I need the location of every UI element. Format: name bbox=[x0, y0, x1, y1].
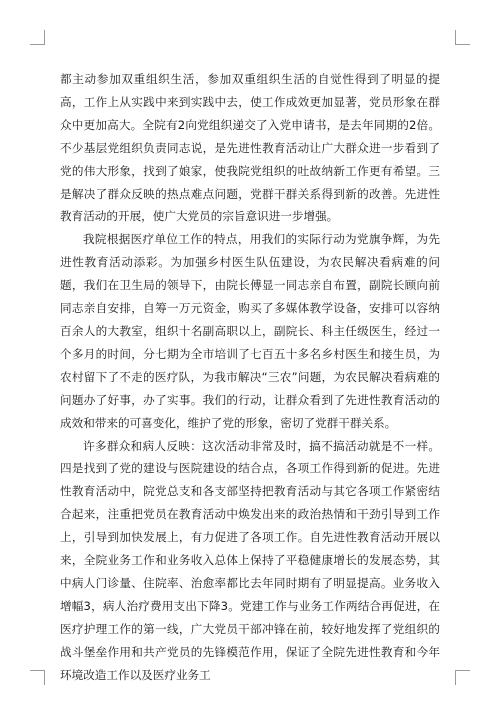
crop-mark-top-right bbox=[455, 30, 470, 45]
paragraph-2: 我院根据医疗单位工作的特点，用我们的实际行动为党旗争辉，为先进性教育活动添彩。为加强乡村医生队伍建设，为农民解决看病难的问题，我们在卫生局的领导下，由院长傅显一同志亲自布置，副院长顾向前同志亲自安排，自筹一万元资金，购买了多媒体教学设备，安排可以容纳百余人的大教室，组织十名副高职以上，副院长、科主任级医生，经过一个多月的时间，分七期为全市培训了七百五十多名乡村医生和接生员，为农村留下了不走的医疗队，为我市解决“三农”问题，为农民解决看病难的问题办了好事，办了实事。我们的行动，让群众看到了先进性教育活动的成效和带来的可喜变化，维护了党的形象，密切了党群干群关系。 bbox=[60, 232, 440, 430]
crop-mark-top-left bbox=[30, 30, 45, 45]
paragraph-1: 都主动参加双重组织生活，参加双重组织生活的自觉性得到了明显的提高，工作上从实践中来到实践中去，使工作成效更加显著，党员形象在群众中更加高大。全院有2向党组织递交了入党申请书，是去年同期的2倍。不少基层党组织负责同志说，是先进性教育活动让广大群众进一步看到了党的伟大形象，找到了娘家，使我院党组织的吐故纳新工作更有希望。三是解决了群众反映的热点难点问题，党群干群关系得到新的改善。先进性教育活动的开展，使广大党员的宗旨意识进一步增强。 bbox=[60, 72, 440, 224]
document-body bbox=[60, 68, 440, 686]
crop-mark-bottom-right bbox=[455, 670, 470, 685]
paragraph-3: 许多群众和病人反映：这次活动非常及时，搞不搞活动就是不一样。四是找到了党的建设与医院建设的结合点，各项工作得到新的促进。先进性教育活动中，院党总支和各支部坚持把教育活动与其它各项工作紧密结合起来，注重把党员在教育活动中焕发出来的政治热情和干劲引导到工作上，引导到加快发展上，有力促进了各项工作。自先进性教育活动开展以来，全院业务工作和业务收入总体上保持了平稳健康增长的发展态势，其中病人门诊量、住院率、治愈率都比去年同时期有了明显提高。业务收入增幅3，病人治疗费用支出下降3。党建工作与业务工作两结合再促进，在医疗护理工作的第一线，广大党员干部冲锋在前，较好地发挥了党组织的战斗堡垒作用和共产党员的先锋模范作用，保证了全院先进性教育和今年环境改造工作以及医疗业务工 bbox=[60, 438, 440, 682]
crop-mark-bottom-left bbox=[30, 670, 45, 685]
